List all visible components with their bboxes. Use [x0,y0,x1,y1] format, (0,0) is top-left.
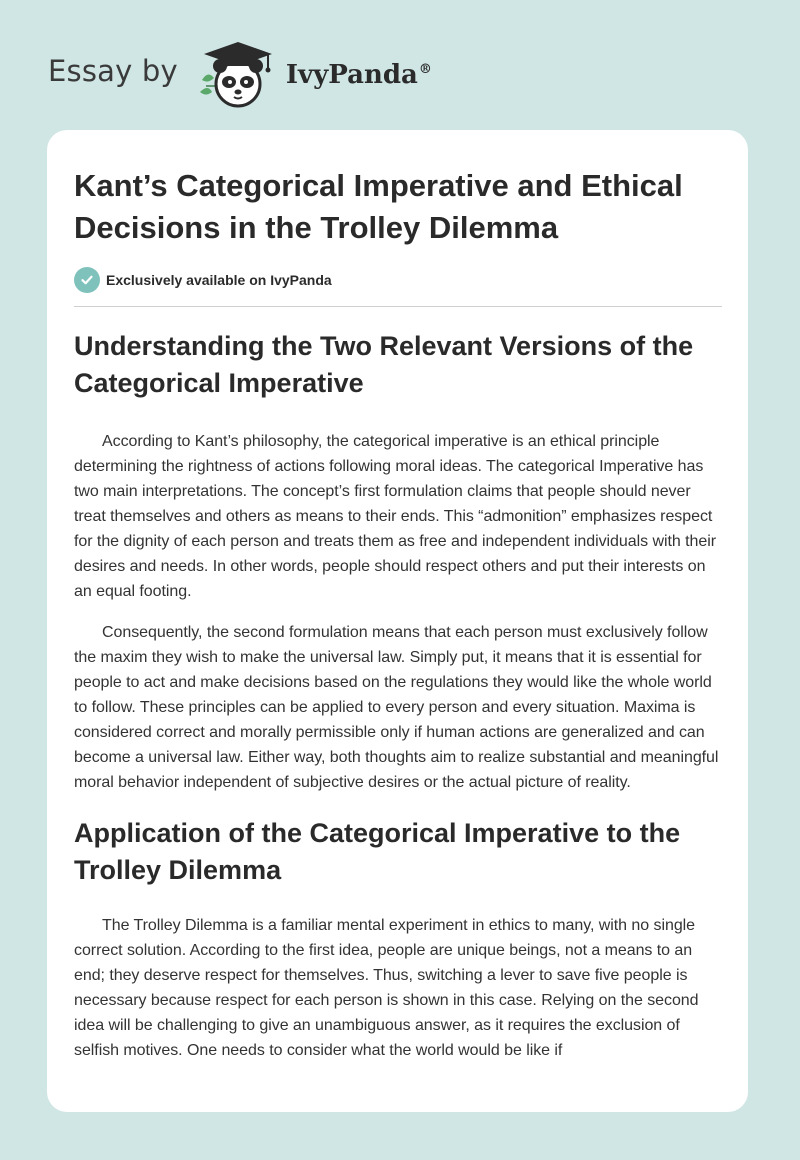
check-circle-icon [74,267,100,293]
paragraph: Consequently, the second formulation means that each person must exclusively follow the maxim they wish to make the universal law. Simply put, it means that it is essential for people to act and make decisions based on the regulations they would like the whole world to follow. These principles can be applied to every person and every situation. Maxima is considered correct and morally permissible only if human actions are generalized and can become a universal law. Either way, both thoughts aim to realize substantial and meaningful moral behavior independent of subjective desires or the actual picture of reality. [74,624,719,791]
site-header [48,36,432,112]
essay-title: Kant’s Categorical Imperative and Ethical Decisions in the Trolley Dilemma [74,168,683,245]
essay-card [47,130,748,1112]
paragraph: The Trolley Dilemma is a familiar mental experiment in ethics to many, with no single correct solution. According to the first idea, people are unique beings, not a means to an end; they deserve respect for themselves. Thus, switching a lever to save five people is necessary because respect for each person is shown in this case. Relying on the second idea will be challenging to give an unambiguous answer, as it requires the exclusion of selfish motives. One needs to consider what the world would be like if [74,917,699,1059]
exclusive-badge [74,266,724,294]
brand-name[interactable] [286,60,432,90]
panda-graduation-cap-icon[interactable] [192,36,282,112]
paragraph: According to Kant’s philosophy, the categorical imperative is an ethical principle determining the rightness of actions following moral ideas. The categorical Imperative has two main interpretations. The concept’s first formulation claims that people should never treat themselves and others as means to their ends. This “admonition” emphasizes respect for the dignity of each person and treats them as free and independent individuals with their desires and needs. In other words, people should respect others and put their interests on an equal footing. [74,433,716,600]
exclusive-label: Exclusively available on IvyPanda [106,272,332,288]
section-heading: Understanding the Two Relevant Versions of the Categorical Imperative [74,331,694,398]
essay-by-label: Essay by [48,54,178,88]
essay-content [74,165,724,1063]
section-heading: Application of the Categorical Imperative to the Trolley Dilemma [74,818,681,885]
brand-name-text: IvyPanda [285,60,418,90]
registered-mark: ® [418,62,432,78]
divider [74,306,722,307]
